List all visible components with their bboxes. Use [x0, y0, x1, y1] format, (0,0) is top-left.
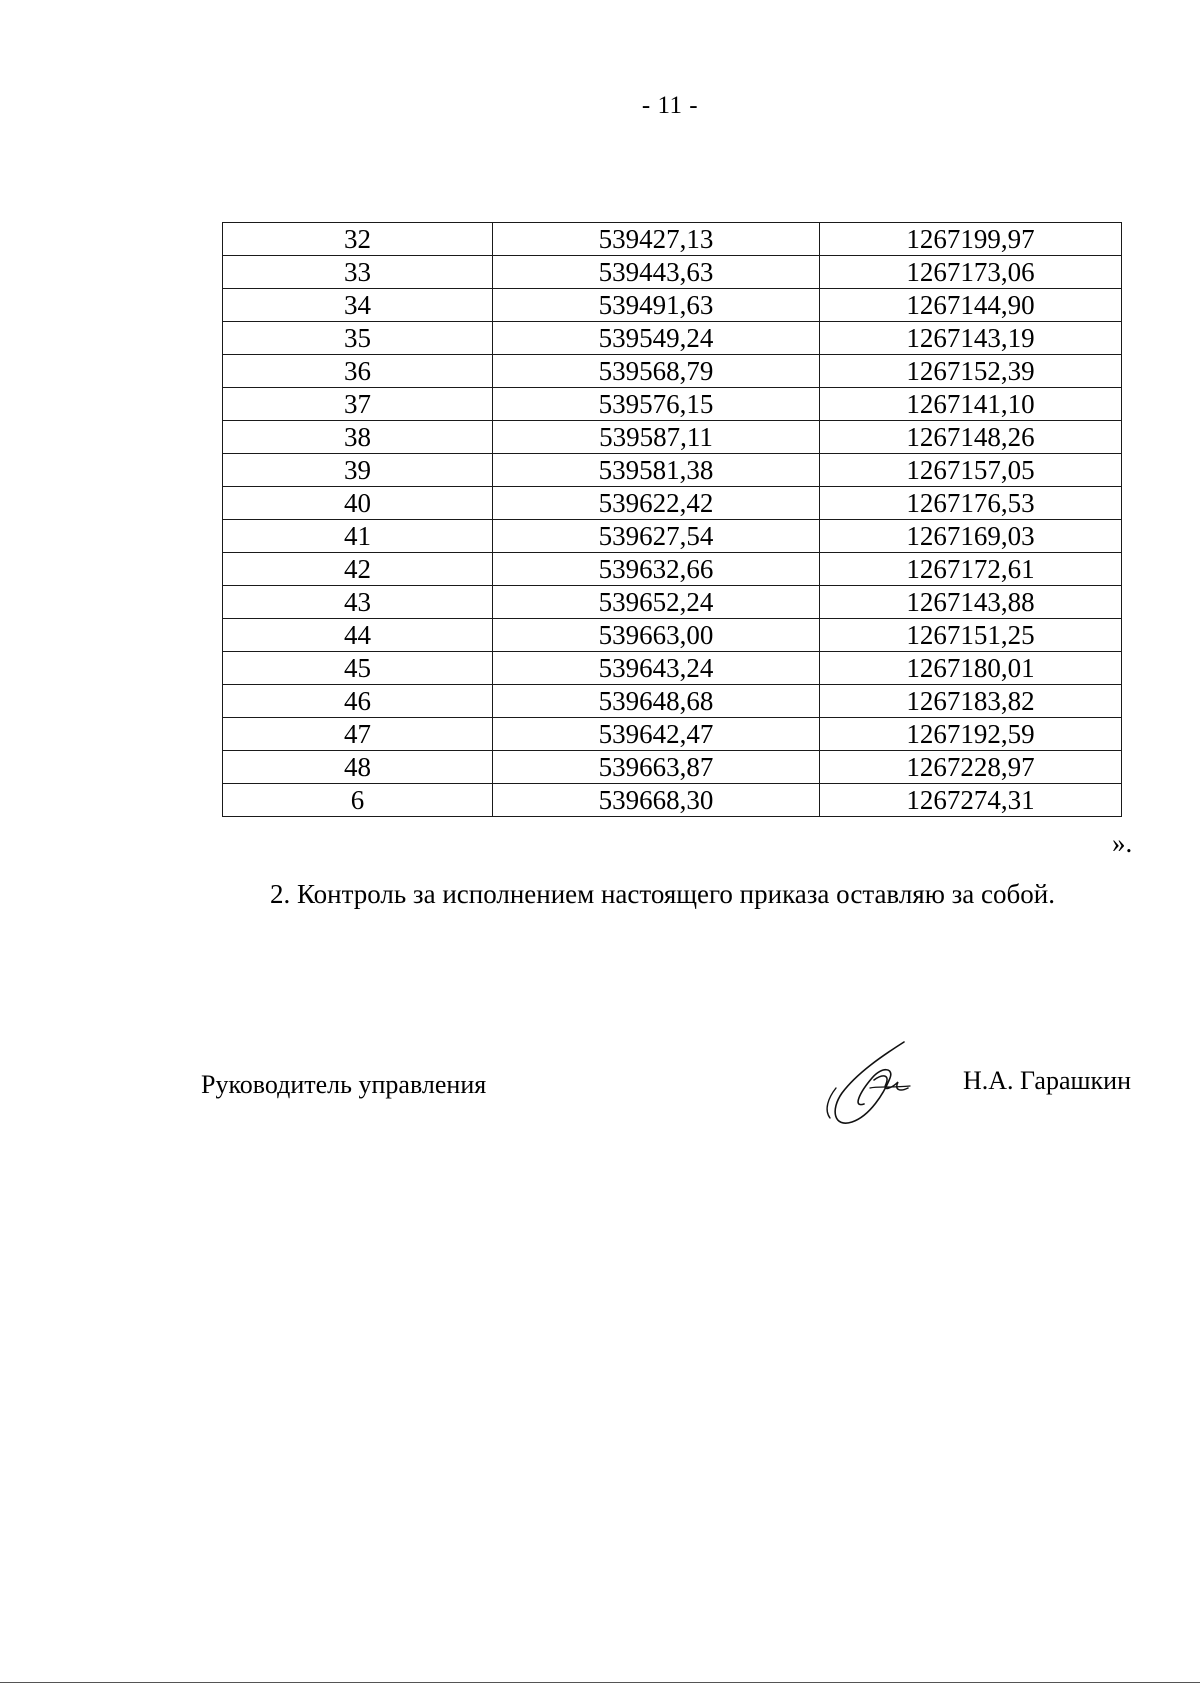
- y-coordinate-cell: 1267228,97: [820, 751, 1122, 784]
- point-number-cell: 33: [223, 256, 493, 289]
- table-row: [223, 223, 1122, 256]
- y-coordinate-cell: 1267157,05: [820, 454, 1122, 487]
- y-coordinate-cell: 1267173,06: [820, 256, 1122, 289]
- point-number-cell: 45: [223, 652, 493, 685]
- point-number-cell: 47: [223, 718, 493, 751]
- x-coordinate-cell: 539491,63: [493, 289, 820, 322]
- y-coordinate-cell: 1267141,10: [820, 388, 1122, 421]
- y-coordinate-cell: 1267144,90: [820, 289, 1122, 322]
- x-coordinate-cell: 539622,42: [493, 487, 820, 520]
- y-coordinate-cell: 1267169,03: [820, 520, 1122, 553]
- point-number-cell: 40: [223, 487, 493, 520]
- table-row: [223, 652, 1122, 685]
- x-coordinate-cell: 539587,11: [493, 421, 820, 454]
- x-coordinate-cell: 539642,47: [493, 718, 820, 751]
- table-row: [223, 487, 1122, 520]
- x-coordinate-cell: 539427,13: [493, 223, 820, 256]
- y-coordinate-cell: 1267143,88: [820, 586, 1122, 619]
- signer-name: Н.А. Гарашкин: [963, 1066, 1131, 1095]
- handwritten-signature: [812, 1038, 922, 1128]
- table-row: [223, 751, 1122, 784]
- x-coordinate-cell: 539627,54: [493, 520, 820, 553]
- y-coordinate-cell: 1267151,25: [820, 619, 1122, 652]
- signer-position: Руководитель управления: [201, 1070, 487, 1099]
- table-row: [223, 784, 1122, 817]
- point-number-cell: 37: [223, 388, 493, 421]
- table-row: [223, 322, 1122, 355]
- x-coordinate-cell: 539668,30: [493, 784, 820, 817]
- point-number-cell: 38: [223, 421, 493, 454]
- y-coordinate-cell: 1267148,26: [820, 421, 1122, 454]
- point-number-cell: 39: [223, 454, 493, 487]
- x-coordinate-cell: 539443,63: [493, 256, 820, 289]
- point-number-cell: 41: [223, 520, 493, 553]
- table-row: [223, 421, 1122, 454]
- paragraph-2: 2. Контроль за исполнением настоящего приказа оставляю за собой.: [270, 879, 1055, 909]
- point-number-cell: 6: [223, 784, 493, 817]
- coordinates-table: [222, 222, 1122, 817]
- point-number-cell: 35: [223, 322, 493, 355]
- y-coordinate-cell: 1267199,97: [820, 223, 1122, 256]
- table-row: [223, 718, 1122, 751]
- bottom-rule: [0, 1682, 1200, 1683]
- table-row: [223, 454, 1122, 487]
- y-coordinate-cell: 1267152,39: [820, 355, 1122, 388]
- table-row: [223, 619, 1122, 652]
- point-number-cell: 36: [223, 355, 493, 388]
- y-coordinate-cell: 1267143,19: [820, 322, 1122, 355]
- x-coordinate-cell: 539576,15: [493, 388, 820, 421]
- coordinates-table-body: [223, 223, 1122, 817]
- x-coordinate-cell: 539652,24: [493, 586, 820, 619]
- table-row: [223, 553, 1122, 586]
- table-row: [223, 355, 1122, 388]
- x-coordinate-cell: 539663,00: [493, 619, 820, 652]
- table-row: [223, 586, 1122, 619]
- point-number-cell: 43: [223, 586, 493, 619]
- table-row: [223, 388, 1122, 421]
- x-coordinate-cell: 539581,38: [493, 454, 820, 487]
- point-number-cell: 48: [223, 751, 493, 784]
- page-number: - 11 -: [641, 92, 699, 119]
- x-coordinate-cell: 539648,68: [493, 685, 820, 718]
- x-coordinate-cell: 539632,66: [493, 553, 820, 586]
- closing-quote: ».: [1112, 828, 1133, 858]
- point-number-cell: 34: [223, 289, 493, 322]
- table-row: [223, 289, 1122, 322]
- table-row: [223, 685, 1122, 718]
- x-coordinate-cell: 539549,24: [493, 322, 820, 355]
- y-coordinate-cell: 1267176,53: [820, 487, 1122, 520]
- table-row: [223, 256, 1122, 289]
- x-coordinate-cell: 539663,87: [493, 751, 820, 784]
- point-number-cell: 32: [223, 223, 493, 256]
- y-coordinate-cell: 1267183,82: [820, 685, 1122, 718]
- x-coordinate-cell: 539643,24: [493, 652, 820, 685]
- y-coordinate-cell: 1267274,31: [820, 784, 1122, 817]
- table-row: [223, 520, 1122, 553]
- y-coordinate-cell: 1267192,59: [820, 718, 1122, 751]
- y-coordinate-cell: 1267180,01: [820, 652, 1122, 685]
- y-coordinate-cell: 1267172,61: [820, 553, 1122, 586]
- point-number-cell: 44: [223, 619, 493, 652]
- x-coordinate-cell: 539568,79: [493, 355, 820, 388]
- point-number-cell: 46: [223, 685, 493, 718]
- point-number-cell: 42: [223, 553, 493, 586]
